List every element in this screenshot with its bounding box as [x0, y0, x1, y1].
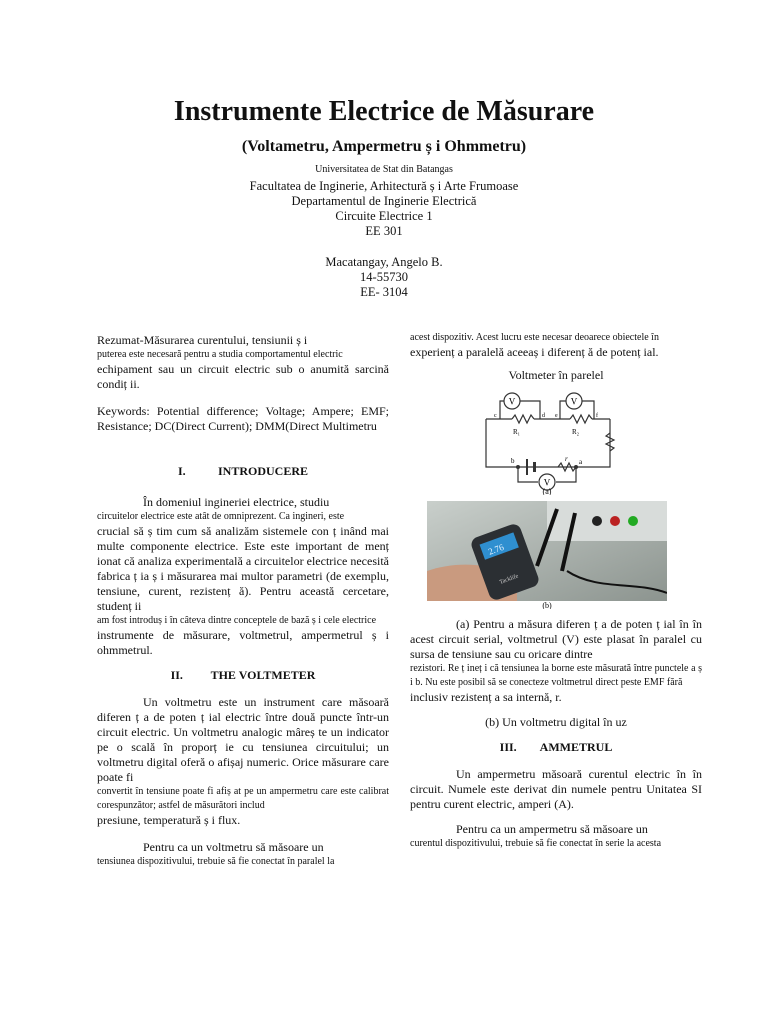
affiliation-block — [0, 179, 768, 239]
multimeter-brand: Tacklife — [498, 573, 520, 586]
circuit-diagram — [410, 389, 702, 495]
right-column — [410, 331, 702, 851]
label-r1: R₁ — [513, 428, 521, 436]
voltmeter-paragraph-1: Un voltmetru este un instrument care măsoară diferen ț a de poten ț ial electric între două puncte într-un circuit electric. Un voltmetru analogic mâreș te un indicator pe o scală în proporț ie cu tensiunea circuitului; un voltmetru digital oferă o afișaj numeric. Orice măsurare care poate fi — [97, 695, 389, 784]
continued-paragraph-2: experienț a paralelă aceeaș i diferenț ă de potenț ial. — [410, 345, 659, 359]
battery-long-plate — [526, 459, 528, 475]
section-heading-introduction — [97, 464, 389, 479]
keywords: Keywords: Potential difference; Voltage; Ampere; EMF; Resistance; DC(Direct Current); DMM(Direct Multimetru — [97, 404, 389, 433]
paper-subtitle: (Voltametru, Ampermetru ș i Ohmmetru) — [241, 138, 527, 155]
author-name: Macatangay, Angelo B. — [325, 255, 443, 269]
label-r2: R₂ — [572, 428, 580, 436]
meter-wire — [560, 401, 566, 419]
section-heading-ammeter — [410, 740, 702, 755]
paper-title: Instrumente Electrice de Măsurare — [173, 96, 595, 127]
author-id: 14-55730 — [360, 270, 408, 284]
ammeter-paragraph-1: Un ampermetru măsoară curentul electric în în circuit. Numele este derivat din numele pentru Unitatea SI pentru curent electric, amperi (A). — [410, 767, 702, 811]
meter-label: V — [508, 396, 516, 407]
node-dot — [516, 465, 520, 469]
meter-label: V — [570, 396, 578, 407]
paper-header — [0, 92, 768, 300]
meter-wire — [500, 401, 504, 419]
voltmeter-paragraph-5: tensiunea dispozitivului, trebuie să fie conectat în paralel la — [97, 856, 335, 867]
label-point-c: c — [494, 413, 497, 419]
affiliation-course: Circuite Electrice 1 — [335, 209, 433, 223]
section-title: THE VOLTMETER — [210, 668, 316, 682]
section-number: I. — [177, 464, 186, 478]
affiliation-department: Departamentul de Inginerie Electrică — [291, 194, 477, 208]
label-point-d: d — [542, 413, 545, 419]
multimeter-display: 2.76 — [486, 541, 506, 557]
author-block — [0, 255, 768, 300]
affiliation-faculty: Facultatea de Inginerie, Arhitectură ș i Arte Frumoase — [249, 179, 519, 193]
figure-title: Voltmeter în parelel — [508, 368, 604, 382]
university-name: Universitatea de Stat din Batangas — [315, 164, 453, 175]
ammeter-paragraph-2: Pentru ca un ampermetru să măsoare un — [456, 822, 648, 836]
figure-label-b: (b) — [542, 601, 552, 609]
section-title: INTRODUCERE — [217, 464, 308, 478]
intro-paragraph-2: circuitelor electrice este atât de omniprezent. Ca ingineri, este — [97, 511, 345, 522]
caption-b: (b) Un voltmetru digital în uz — [485, 715, 627, 729]
voltmeter-paragraph-4: Pentru ca un voltmetru să măsoare un — [143, 840, 324, 854]
intro-paragraph-3: crucial să ș tim cum să analizăm sistemele con ț inând mai multe componente electrice. Este este important de menț ionat că analiza experimentală a circuitelor electrice necesită fabrica ț ia ș i măsurarea mai multor parametri (de exemplu, tensiune, curent, rezistenț ă). Pentru această cercetare, studenț ii — [97, 524, 389, 613]
abstract-line-1: Rezumat-Măsurarea curentului, tensiunii ș i — [97, 333, 308, 347]
photo-bench-unit — [547, 501, 667, 541]
abstract-line-3: echipament sau un circuit electric sub o anumită sarcină condiț ii. — [97, 362, 389, 391]
section-heading-voltmeter — [97, 668, 389, 683]
terminal-green — [628, 516, 638, 526]
left-column — [97, 333, 389, 869]
section-number: III. — [499, 740, 517, 754]
caption-a-paragraph-1: (a) Pentru a măsura diferen ț a de poten ț ial în în acest circuit serial, voltmetrul (V) este plasat în paralel cu sursa de tensiune sau cu oricare dintre — [410, 617, 702, 661]
abstract-line-2: puterea este necesară pentru a studia comportamentul electric — [97, 349, 343, 360]
label-node-a: a — [579, 458, 583, 466]
resistor-r1 — [512, 415, 534, 423]
battery-short-plate — [533, 462, 536, 472]
caption-a-paragraph-2: rezistori. Re ț ineț i că tensiunea la borne este măsurată între punctele a ș i b. Nu este posibil să se conecteze voltmetrul direct peste EMF fără — [410, 663, 702, 688]
caption-a-paragraph-3: inclusiv rezistenț a sa internă, r. — [410, 690, 562, 704]
terminal-black — [592, 516, 602, 526]
voltmeter-paragraph-2: convertit în tensiune poate fi afiș at pe un ampermetru care este calibrat corespunzător; astfel de măsurători includ — [97, 786, 389, 811]
label-node-b: b — [511, 457, 515, 465]
section-title: AMMETRUL — [539, 740, 613, 754]
voltmeter-photo — [427, 501, 667, 609]
resistor-r2 — [570, 415, 592, 423]
ammeter-paragraph-3: curentul dispozitivului, trebuie să fie conectat în serie la acesta — [410, 838, 662, 849]
figure-label-a: (a) — [542, 487, 552, 495]
node-dot — [574, 465, 578, 469]
terminal-red — [610, 516, 620, 526]
circuit-wire-loop — [486, 419, 610, 467]
label-point-f: f — [596, 413, 598, 419]
label-point-e: e — [555, 413, 558, 419]
voltmeter-paragraph-3: presiune, temperatură ș i flux. — [97, 813, 241, 827]
meter-label: V — [543, 477, 551, 488]
intro-paragraph-4: am fost introduș i în câteva dintre conceptele de bază ș i cele electrice — [97, 615, 377, 626]
intro-paragraph-1: În domeniul ingineriei electrice, studiu — [143, 495, 330, 509]
author-section: EE- 3104 — [360, 285, 408, 299]
label-internal-r: r — [565, 455, 568, 463]
continued-paragraph-1: acest dispozitiv. Acest lucru este necesar deoarece obiectele în — [410, 332, 659, 343]
intro-paragraph-5: instrumente de măsurare, voltmetrul, ampermetrul ș i ohmmetrul. — [97, 628, 389, 657]
section-number: II. — [170, 668, 183, 682]
affiliation-code: EE 301 — [365, 224, 403, 238]
